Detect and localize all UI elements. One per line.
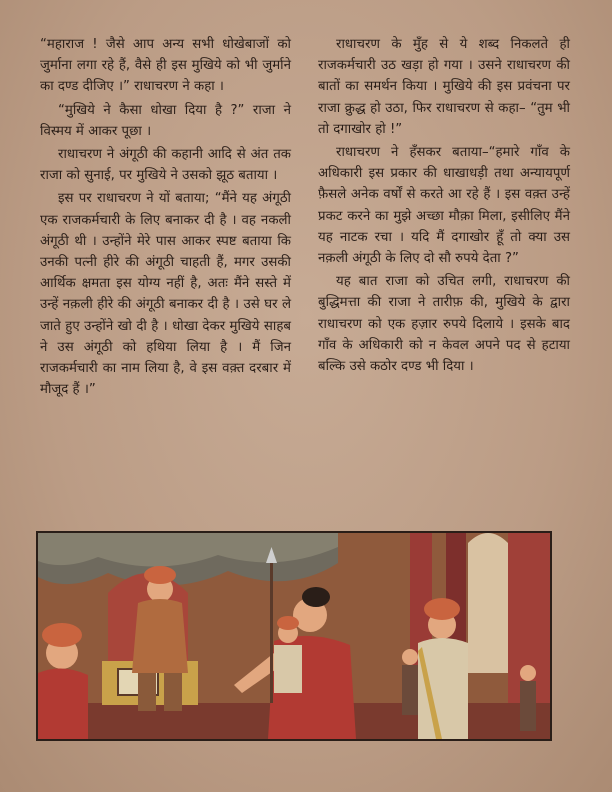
paragraph: इस पर राधाचरण ने यों बताया; “मैंने यह अंगूठी एक राजकर्मचारी के लिए बनाकर दी है । वह नकली अंगूठी थी । उन्होंने मेरे पास आकर स्पष्ट बताया कि उनकी पत्नी हीरे की अंगूठी चाहती हैं, मगर उसकी आर्थिक क्षमता इस योग्य नहीं है, अतः मैंने सस्ते में उन्हें नक़ली हीरे की अंगूठी बनाकर दी है । उसे घर ले जाते हुए उन्होंने खो दी है । धोखा देकर मुखिये साहब ने उस अंगूठी को हथिया लिया है । मैं जिन राजकर्मचारी का नाम लिया है, वे इस वक़्त दरबार में मौजूद हैं ।”	[40, 191, 291, 398]
paragraph: “मुखिये ने कैसा धोखा दिया है ?” राजा ने विस्मय में आकर पूछा ।	[40, 102, 291, 139]
left-text-column	[40, 34, 291, 402]
paragraph: यह बात राजा को उचित लगी, राधाचरण की बुद्धिमत्ता की राजा ने तारीफ़ की, मुखिये के द्वारा राधाचरण को एक हज़ार रुपये दिलाये । इसके बाद गाँव के अधिकारी को न केवल अपने पद से हटाया बल्कि उसे कठोर दण्ड भी दिया ।	[318, 274, 570, 375]
paragraph: राधाचरण ने हँसकर बताया–“हमारे गाँव के अधिकारी इस प्रकार की धाखाधड़ी तथा अन्यायपूर्ण फ़ैसले अनेक वर्षों से करते आ रहे हैं । इस वक़्त उन्हें प्रकट करने का मुझे अच्छा मौक़ा मिला, इसीलिए मैंने यह नाटक रचा । यदि मैं दगाखोर हूँ तो क्या उस नक़ली अंगूठी के लिए दो सौ रुपये देता ?”	[318, 145, 570, 267]
right-text-column	[318, 34, 570, 379]
paragraph: “महाराज ! जैसे आप अन्य सभी धोखेबाजों को जुर्माना लगा रहे हैं, वैसे ही इस मुखिये को भी जुर्माने का दण्ड दीजिए ।” राधाचरण ने कहा ।	[40, 37, 291, 95]
paragraph: राधाचरण के मुँह से ये शब्द निकलते ही राजकर्मचारी उठ खड़ा हो गया । उसने राधाचरण की बातों का समर्थन किया । मुखिये की इस प्रवंचना पर राजा क्रुद्ध हो उठा, फिर राधाचरण से कहा– “तुम भी तो दगाखोर हो !”	[318, 37, 570, 137]
court-scene-drawing	[38, 533, 550, 739]
paragraph: राधाचरण ने अंगूठी की कहानी आदि से अंत तक राजा को सुनाई, पर मुखिये ने उसको झूठ बताया ।	[40, 147, 291, 184]
court-scene-illustration	[36, 531, 552, 741]
